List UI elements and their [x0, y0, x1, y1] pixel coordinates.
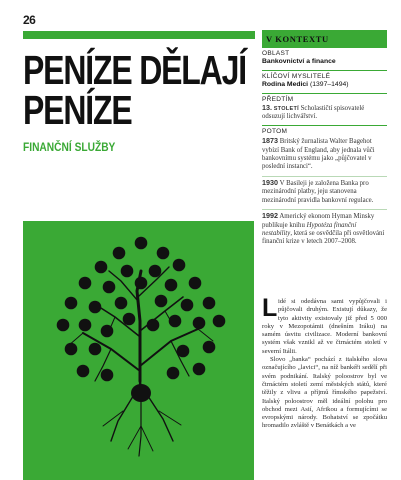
after-year: 1930: [262, 177, 278, 187]
after-year: 1873: [262, 136, 278, 146]
thinkers-label: KLÍČOVÍ MYSLITELÉ: [262, 72, 331, 80]
tree-fruit: [103, 281, 116, 294]
tree-fruit: [113, 247, 126, 260]
area-section: [262, 47, 387, 70]
tree-fruit: [115, 297, 128, 310]
thinkers-section: [262, 70, 387, 93]
entry-divider: [262, 209, 387, 210]
tree-fruit: [135, 277, 148, 290]
after-text-tail: , která se osvědčila při osvětlování finanční krize v letech 2007–2008.: [262, 229, 385, 246]
book-title: Hypotéza finanční nestability: [262, 221, 357, 237]
before-year: 13.: [262, 103, 272, 113]
tree-fruit: [177, 345, 190, 358]
tree-fruit: [181, 299, 194, 312]
title-line-2: PENÍZE: [23, 87, 132, 133]
illustration-panel: [23, 221, 254, 480]
tree-fruit: [203, 341, 216, 354]
after-entry: [262, 179, 387, 205]
before-text: Scholastičtí spisovatelé odsuzují lichvářství.: [262, 105, 365, 121]
after-label: POTOM: [262, 127, 288, 135]
money-tree-illustration: [23, 221, 254, 480]
article-paragraph-1: idé si odedávna sami vypůjčovali i půjčovali druhým. Existují důkazy, že tyto aktivity existovaly již před 5 000 roky v Mezopotámii (dnešním Iráku) na samém úsvitu civilizace. Moderní bankovní systém však vznikl až ve čtrnáctém století v severní Itálii.: [262, 298, 387, 355]
tree-fruit: [135, 237, 148, 250]
tree-fruit: [213, 315, 226, 328]
article-text: [262, 294, 387, 431]
article-paragraph-2: Slovo „banka“ pochází z italského slova označujícího „lavici“, na níž bankéři sedělí při svém podnikání. Italský poloostrov byl ve čtrnáctém století zemí městských států, které těžily z vlivu a příjmů římského papežství. Italský poloostrov měl ideální polohu pro obchod mezi Asií, Afrikou a formujícími se evropskými národy. Bohatství se zpočátku hromadilo zvláště v Benátkách a ve: [262, 356, 387, 430]
after-entry: [262, 212, 387, 247]
before-section: [262, 93, 387, 125]
tree-fruit: [123, 313, 136, 326]
thinkers-value: [262, 81, 387, 89]
tree-fruit: [57, 319, 70, 332]
tree-fruit: [193, 317, 206, 330]
thinkers-dates: (1397–1494): [309, 81, 349, 89]
tree-fruit: [189, 277, 202, 290]
tree-fruit: [173, 259, 186, 272]
after-entry: [262, 137, 387, 172]
root-ball: [131, 384, 151, 402]
tree-fruit: [79, 319, 92, 332]
drop-cap: L: [262, 294, 278, 322]
tree-fruit: [79, 277, 92, 290]
context-heading: V KONTEXTU: [262, 30, 387, 47]
chapter-title: [23, 47, 246, 133]
tree-fruit: [121, 265, 134, 278]
tree-fruit: [95, 261, 108, 274]
tree-fruit: [165, 279, 178, 292]
after-text: Americký ekonom Hyman Minsky publikuje knihu: [262, 213, 375, 229]
tree-fruit: [101, 369, 114, 382]
tree-fruit: [149, 265, 162, 278]
tree-fruit: [147, 319, 160, 332]
before-label: PŘEDTÍM: [262, 95, 294, 103]
tree-fruit: [155, 295, 168, 308]
entry-divider: [262, 176, 387, 177]
header-rule: [23, 31, 255, 39]
after-text: Britský žurnalista Walter Bagehot vybízí Bank of England, aby jednala vůči bankovnímu systému jako „půjčovatel v poslední instanci“.: [262, 138, 375, 171]
tree-fruit: [157, 247, 170, 260]
tree-fruit: [89, 301, 102, 314]
tree-fruit: [89, 343, 102, 356]
thinkers-name: Rodina Medici: [262, 81, 309, 89]
tree-fruit: [77, 365, 90, 378]
after-section: [262, 125, 387, 254]
tree-fruit: [203, 297, 216, 310]
tree-fruit: [65, 297, 78, 310]
after-year: 1992: [262, 211, 278, 221]
context-sidebar: [262, 30, 387, 254]
area-value: Bankovnictví a finance: [262, 58, 336, 66]
chapter-subtitle: FINANČNÍ SLUŽBY: [23, 140, 116, 154]
before-entry: [262, 104, 387, 122]
tree-fruit: [169, 315, 182, 328]
tree-fruit: [193, 363, 206, 376]
tree-fruit: [101, 325, 114, 338]
title-line-1: PENÍZE DĚLAJÍ: [23, 47, 246, 93]
tree-fruit: [65, 343, 78, 356]
page-number: 26: [23, 13, 36, 27]
tree-fruit: [167, 367, 180, 380]
area-label: OBLAST: [262, 50, 290, 57]
after-text: V Basileji je založena Banka pro mezinárodní platby, jeju stanovena mezinárodní pravidla bankovní regulace.: [262, 179, 374, 204]
before-century: STOLETÍ: [273, 106, 299, 113]
